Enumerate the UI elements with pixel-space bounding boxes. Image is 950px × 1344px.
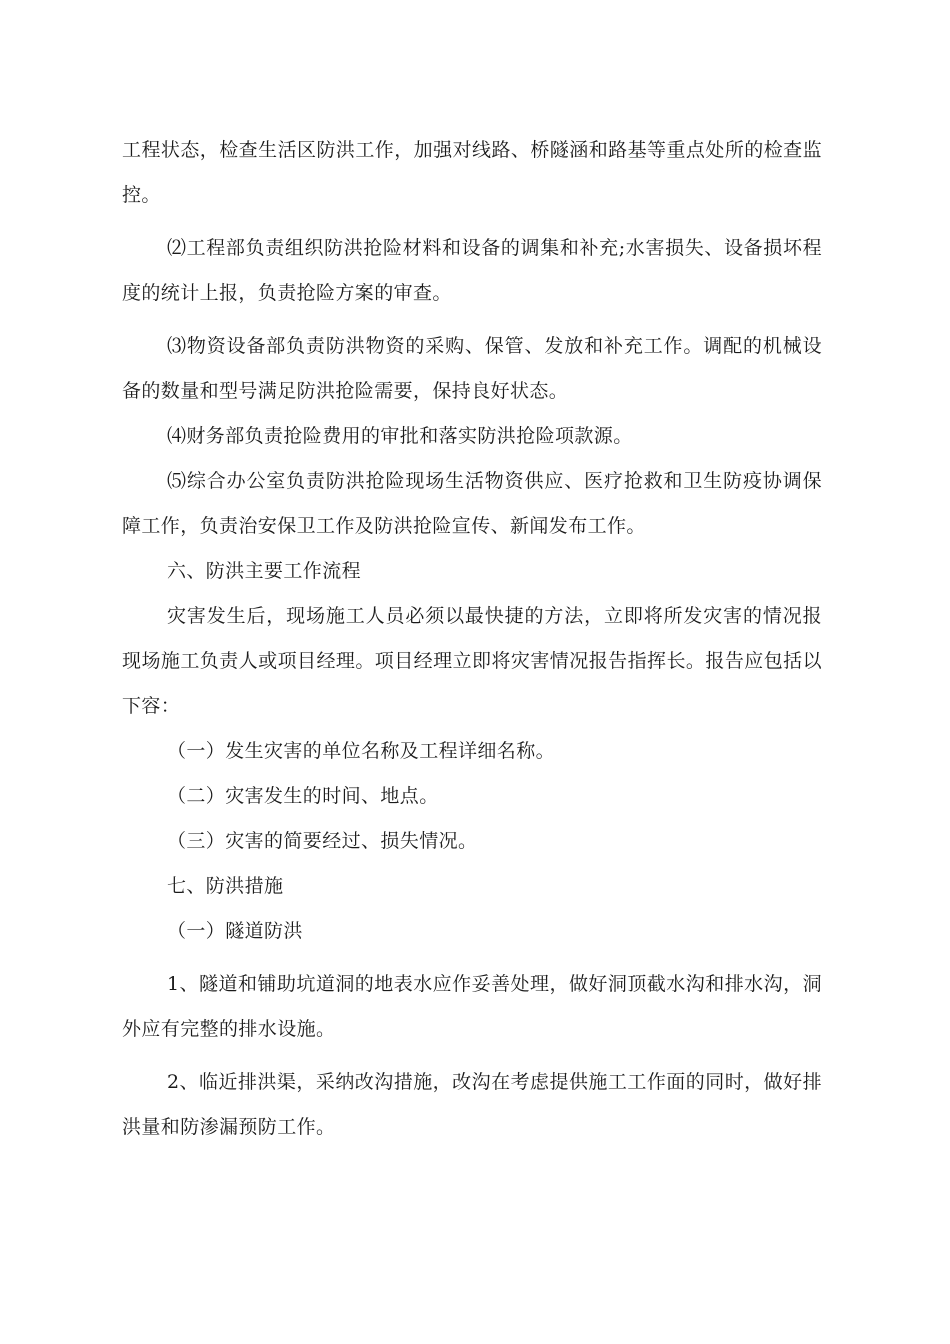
paragraph-item-3: ⑶物资设备部负责防洪物资的采购、保管、发放和补充工作。调配的机械设备的数量和型号满足防洪抢险需要，保持良好状态。 xyxy=(122,335,822,402)
report-item-2: （二）灾害发生的时间、地点。 xyxy=(167,785,439,807)
paragraph-item-5: ⑸综合办公室负责防洪抢险现场生活物资供应、医疗抢救和卫生防疫协调保障工作，负责治安保卫工作及防洪抢险宣传、新闻发布工作。 xyxy=(122,470,822,537)
subsection-heading-tunnel: （一）隧道防洪 xyxy=(167,920,303,942)
paragraph-item-4: ⑷财务部负责抢险费用的审批和落实防洪抢险项款源。 xyxy=(167,425,633,447)
section-heading-6: 六、防洪主要工作流程 xyxy=(167,560,362,582)
report-item-3: （三）灾害的简要经过、损失情况。 xyxy=(167,830,478,852)
measure-item-2: 2、临近排洪渠，采纳改沟措施，改沟在考虑提供施工工作面的同时，做好排洪量和防渗漏预防工作。 xyxy=(122,1071,822,1138)
paragraph-report-procedure: 灾害发生后，现场施工人员必须以最快捷的方法，立即将所发灾害的情况报现场施工负责人或项目经理。项目经理立即将灾害情况报告指挥长。报告应包括以下容： xyxy=(122,605,822,717)
document-body xyxy=(122,128,822,1150)
paragraph-item-2: ⑵工程部负责组织防洪抢险材料和设备的调集和补充;水害损失、设备损坏程度的统计上报，负责抢险方案的审查。 xyxy=(122,237,822,304)
measure-item-1: 1、隧道和铺助坑道洞的地表水应作妥善处理，做好洞顶截水沟和排水沟，洞外应有完整的排水设施。 xyxy=(122,973,822,1040)
section-heading-7: 七、防洪措施 xyxy=(167,875,284,897)
report-item-1: （一）发生灾害的单位名称及工程详细名称。 xyxy=(167,740,556,762)
paragraph-continuation: 工程状态，检查生活区防洪工作，加强对线路、桥隧涵和路基等重点处所的检查监控。 xyxy=(122,139,822,206)
